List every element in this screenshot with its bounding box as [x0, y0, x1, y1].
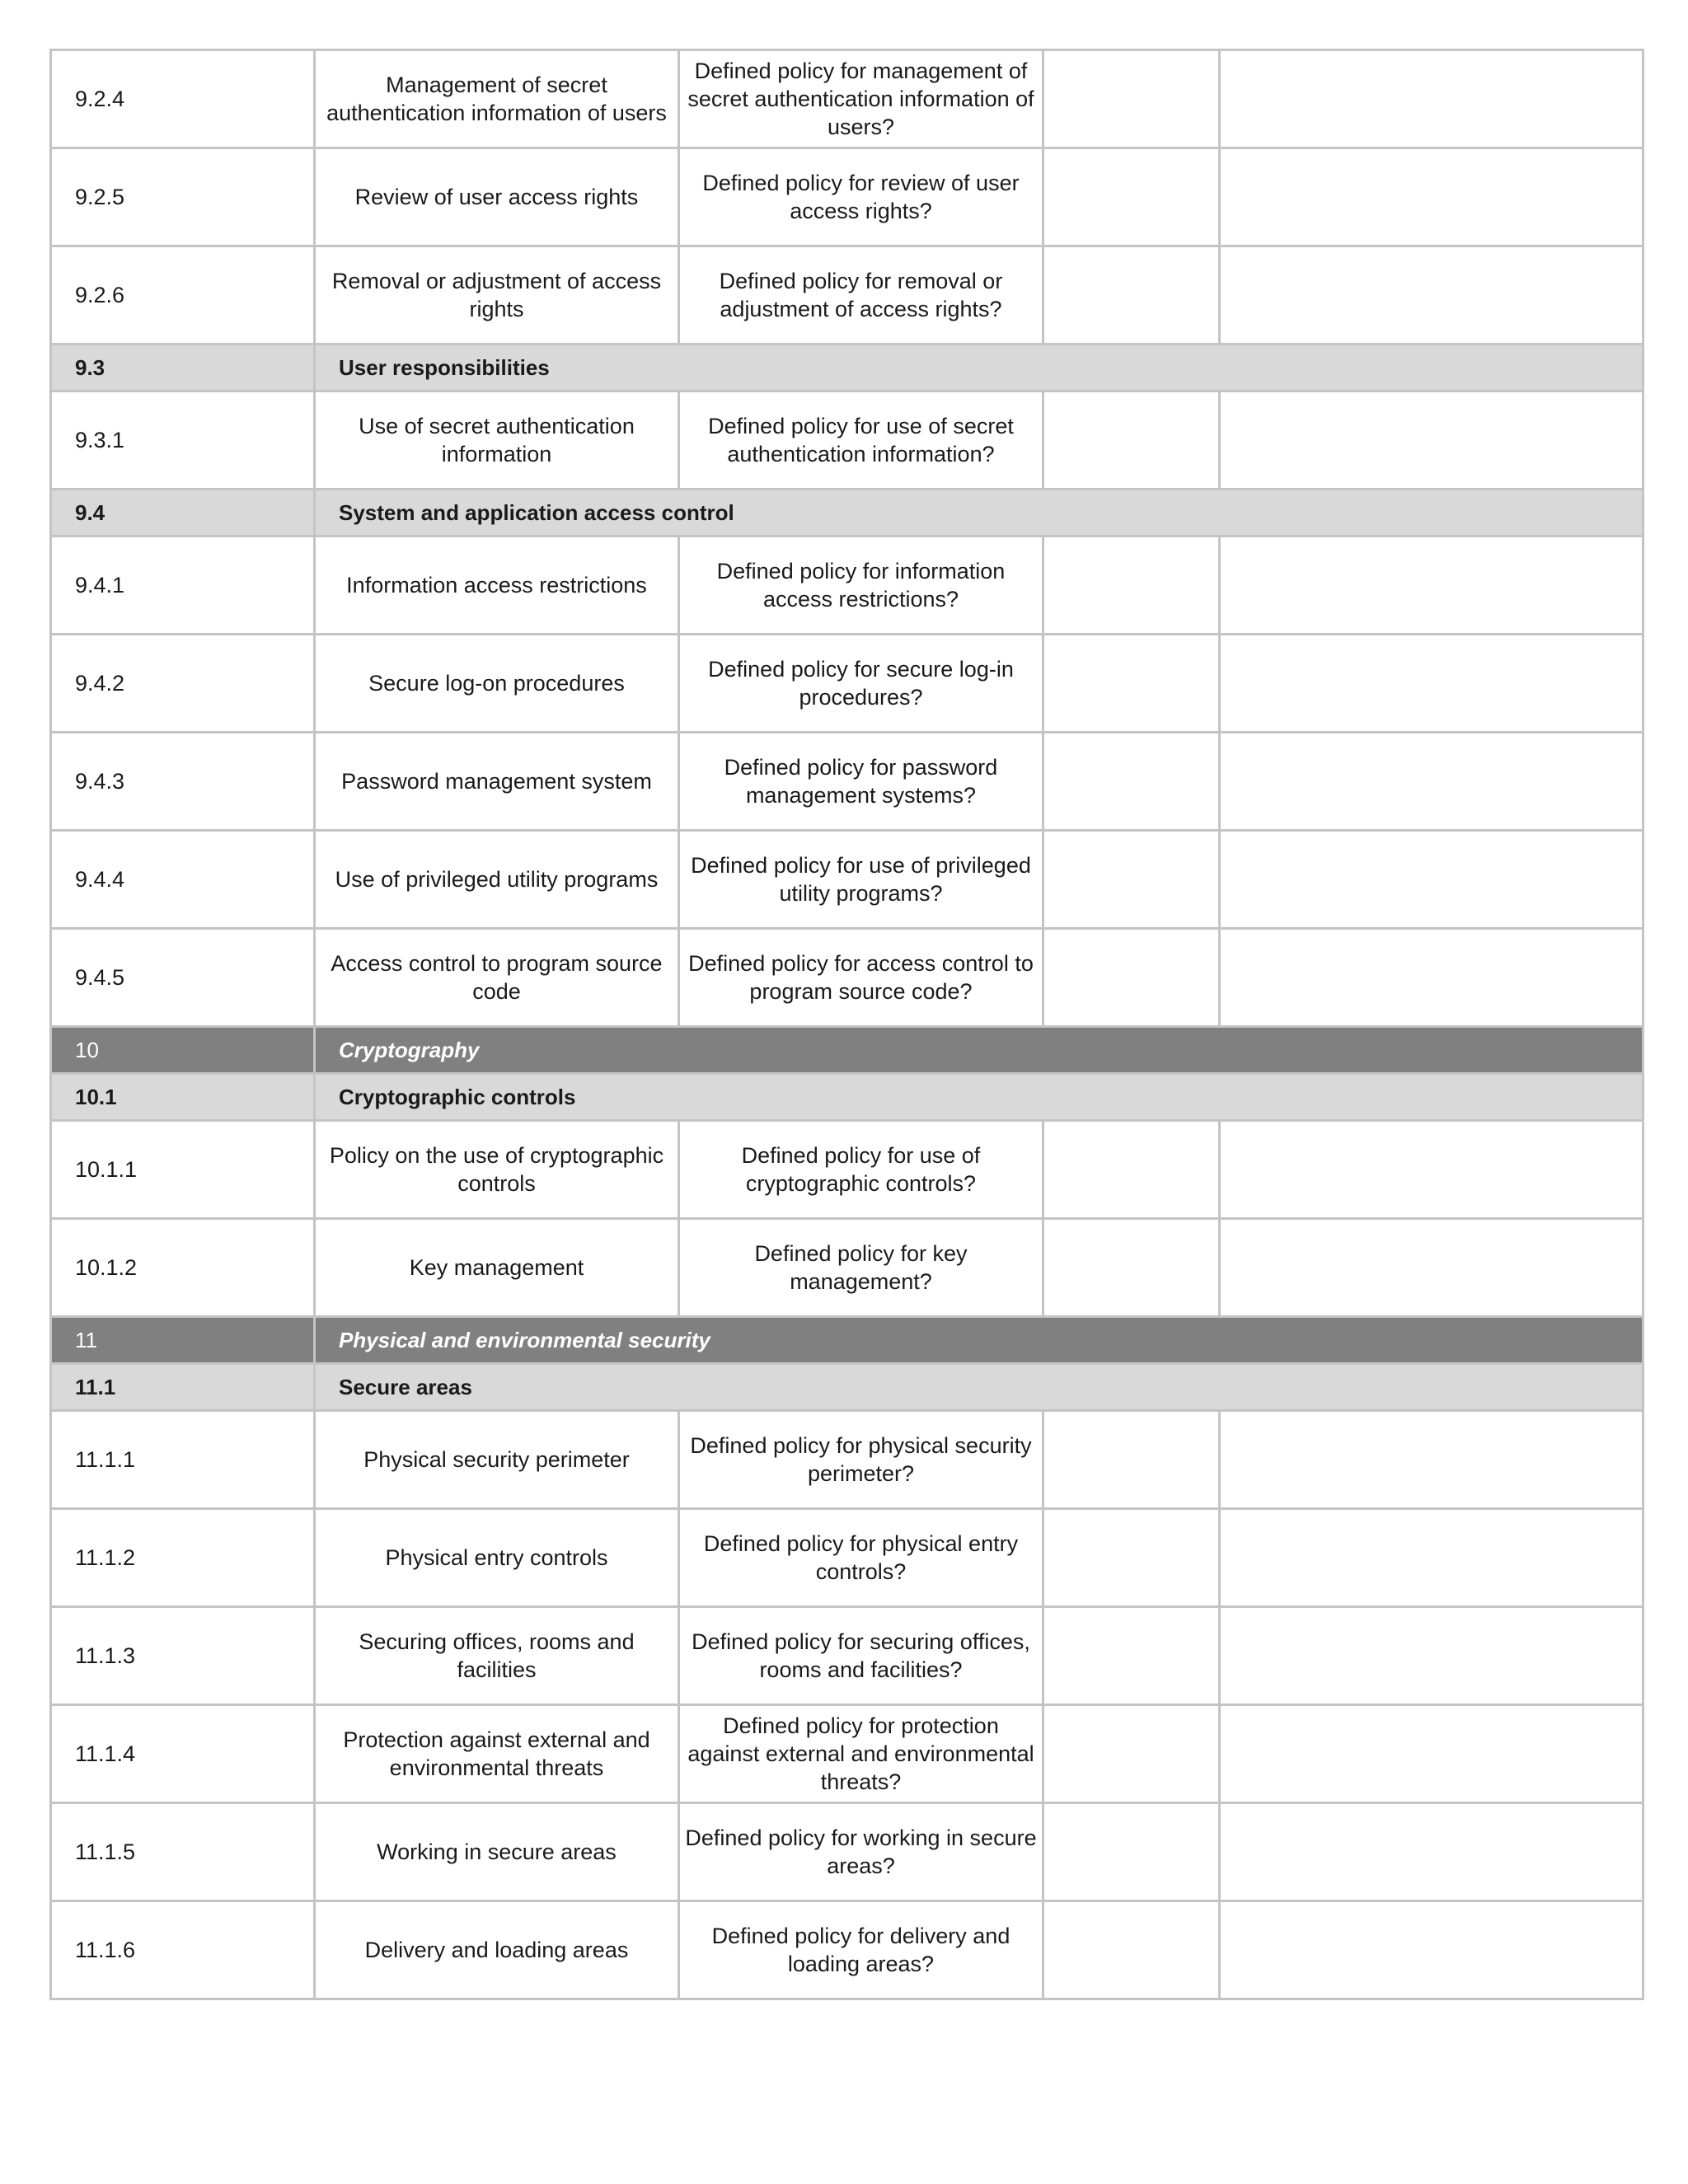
compliance-cell [1043, 1121, 1220, 1219]
audit-question: Defined policy for removal or adjustment of access rights? [679, 246, 1043, 344]
control-name: Information access restrictions [315, 537, 679, 635]
control-row [51, 1705, 1643, 1803]
control-number: 11.1.6 [51, 1901, 315, 1999]
audit-question: Defined policy for physical entry controls? [679, 1509, 1043, 1607]
findings-cell [1220, 50, 1643, 148]
control-number: 9.3.1 [51, 391, 315, 490]
control-row [51, 1121, 1643, 1219]
section-title: Physical and environmental security [315, 1317, 1643, 1364]
audit-question: Defined policy for physical security perimeter? [679, 1411, 1043, 1509]
findings-cell [1220, 1121, 1643, 1219]
compliance-cell [1043, 929, 1220, 1027]
control-row [51, 1411, 1643, 1509]
subsection-header-row [51, 344, 1643, 391]
compliance-cell [1043, 1411, 1220, 1509]
audit-question: Defined policy for delivery and loading areas? [679, 1901, 1043, 1999]
section-title: Cryptography [315, 1027, 1643, 1074]
audit-question: Defined policy for protection against external and environmental threats? [679, 1705, 1043, 1803]
control-name: Policy on the use of cryptographic controls [315, 1121, 679, 1219]
control-row [51, 1219, 1643, 1317]
control-row [51, 1509, 1643, 1607]
control-number: 11.1.1 [51, 1411, 315, 1509]
control-number: 10.1.2 [51, 1219, 315, 1317]
control-name: Physical security perimeter [315, 1411, 679, 1509]
control-name: Password management system [315, 733, 679, 831]
subsection-number: 10.1 [51, 1074, 315, 1121]
audit-question: Defined policy for management of secret authentication information of users? [679, 50, 1043, 148]
findings-cell [1220, 1901, 1643, 1999]
control-row [51, 1607, 1643, 1705]
subsection-title: Cryptographic controls [315, 1074, 1643, 1121]
control-number: 9.2.5 [51, 148, 315, 246]
control-row [51, 246, 1643, 344]
subsection-number: 9.4 [51, 490, 315, 537]
audit-question: Defined policy for use of cryptographic controls? [679, 1121, 1043, 1219]
findings-cell [1220, 831, 1643, 929]
section-number: 11 [51, 1317, 315, 1364]
findings-cell [1220, 733, 1643, 831]
findings-cell [1220, 537, 1643, 635]
section-header-row [51, 1317, 1643, 1364]
control-name: Removal or adjustment of access rights [315, 246, 679, 344]
subsection-title: System and application access control [315, 490, 1643, 537]
findings-cell [1220, 148, 1643, 246]
control-row [51, 537, 1643, 635]
control-name: Delivery and loading areas [315, 1901, 679, 1999]
findings-cell [1220, 246, 1643, 344]
control-row [51, 635, 1643, 733]
findings-cell [1220, 391, 1643, 490]
compliance-cell [1043, 1607, 1220, 1705]
control-number: 9.4.4 [51, 831, 315, 929]
control-row [51, 391, 1643, 490]
findings-cell [1220, 1705, 1643, 1803]
control-name: Working in secure areas [315, 1803, 679, 1901]
control-name: Use of privileged utility programs [315, 831, 679, 929]
control-row [51, 50, 1643, 148]
control-row [51, 733, 1643, 831]
audit-question: Defined policy for use of privileged utility programs? [679, 831, 1043, 929]
compliance-cell [1043, 1219, 1220, 1317]
subsection-number: 11.1 [51, 1364, 315, 1411]
control-row [51, 929, 1643, 1027]
compliance-cell [1043, 537, 1220, 635]
audit-question: Defined policy for password management systems? [679, 733, 1043, 831]
compliance-cell [1043, 391, 1220, 490]
control-number: 11.1.2 [51, 1509, 315, 1607]
control-number: 11.1.4 [51, 1705, 315, 1803]
control-number: 9.4.5 [51, 929, 315, 1027]
control-name: Management of secret authentication information of users [315, 50, 679, 148]
section-header-row [51, 1027, 1643, 1074]
compliance-cell [1043, 733, 1220, 831]
control-name: Securing offices, rooms and facilities [315, 1607, 679, 1705]
findings-cell [1220, 1803, 1643, 1901]
findings-cell [1220, 635, 1643, 733]
subsection-header-row [51, 1364, 1643, 1411]
compliance-cell [1043, 148, 1220, 246]
subsection-title: Secure areas [315, 1364, 1643, 1411]
compliance-cell [1043, 1803, 1220, 1901]
control-number: 9.2.6 [51, 246, 315, 344]
compliance-cell [1043, 831, 1220, 929]
control-name: Access control to program source code [315, 929, 679, 1027]
compliance-cell [1043, 50, 1220, 148]
control-name: Use of secret authentication information [315, 391, 679, 490]
subsection-header-row [51, 490, 1643, 537]
findings-cell [1220, 1607, 1643, 1705]
findings-cell [1220, 1509, 1643, 1607]
control-name: Key management [315, 1219, 679, 1317]
subsection-number: 9.3 [51, 344, 315, 391]
control-number: 10.1.1 [51, 1121, 315, 1219]
control-row [51, 1901, 1643, 1999]
audit-question: Defined policy for secure log-in procedures? [679, 635, 1043, 733]
compliance-cell [1043, 1509, 1220, 1607]
findings-cell [1220, 929, 1643, 1027]
checklist-body [51, 50, 1643, 1999]
control-name: Physical entry controls [315, 1509, 679, 1607]
audit-question: Defined policy for working in secure areas? [679, 1803, 1043, 1901]
subsection-header-row [51, 1074, 1643, 1121]
control-name: Secure log-on procedures [315, 635, 679, 733]
control-number: 9.2.4 [51, 50, 315, 148]
control-number: 11.1.3 [51, 1607, 315, 1705]
findings-cell [1220, 1219, 1643, 1317]
control-name: Protection against external and environmental threats [315, 1705, 679, 1803]
subsection-title: User responsibilities [315, 344, 1643, 391]
control-row [51, 1803, 1643, 1901]
audit-question: Defined policy for use of secret authentication information? [679, 391, 1043, 490]
compliance-cell [1043, 1705, 1220, 1803]
control-number: 9.4.1 [51, 537, 315, 635]
control-number: 9.4.2 [51, 635, 315, 733]
control-row [51, 831, 1643, 929]
control-number: 9.4.3 [51, 733, 315, 831]
control-number: 11.1.5 [51, 1803, 315, 1901]
audit-question: Defined policy for securing offices, rooms and facilities? [679, 1607, 1043, 1705]
control-row [51, 148, 1643, 246]
audit-question: Defined policy for key management? [679, 1219, 1043, 1317]
control-name: Review of user access rights [315, 148, 679, 246]
audit-question: Defined policy for information access restrictions? [679, 537, 1043, 635]
compliance-cell [1043, 246, 1220, 344]
section-number: 10 [51, 1027, 315, 1074]
compliance-cell [1043, 1901, 1220, 1999]
audit-checklist-table [49, 49, 1644, 2000]
findings-cell [1220, 1411, 1643, 1509]
audit-question: Defined policy for review of user access rights? [679, 148, 1043, 246]
audit-question: Defined policy for access control to program source code? [679, 929, 1043, 1027]
compliance-cell [1043, 635, 1220, 733]
